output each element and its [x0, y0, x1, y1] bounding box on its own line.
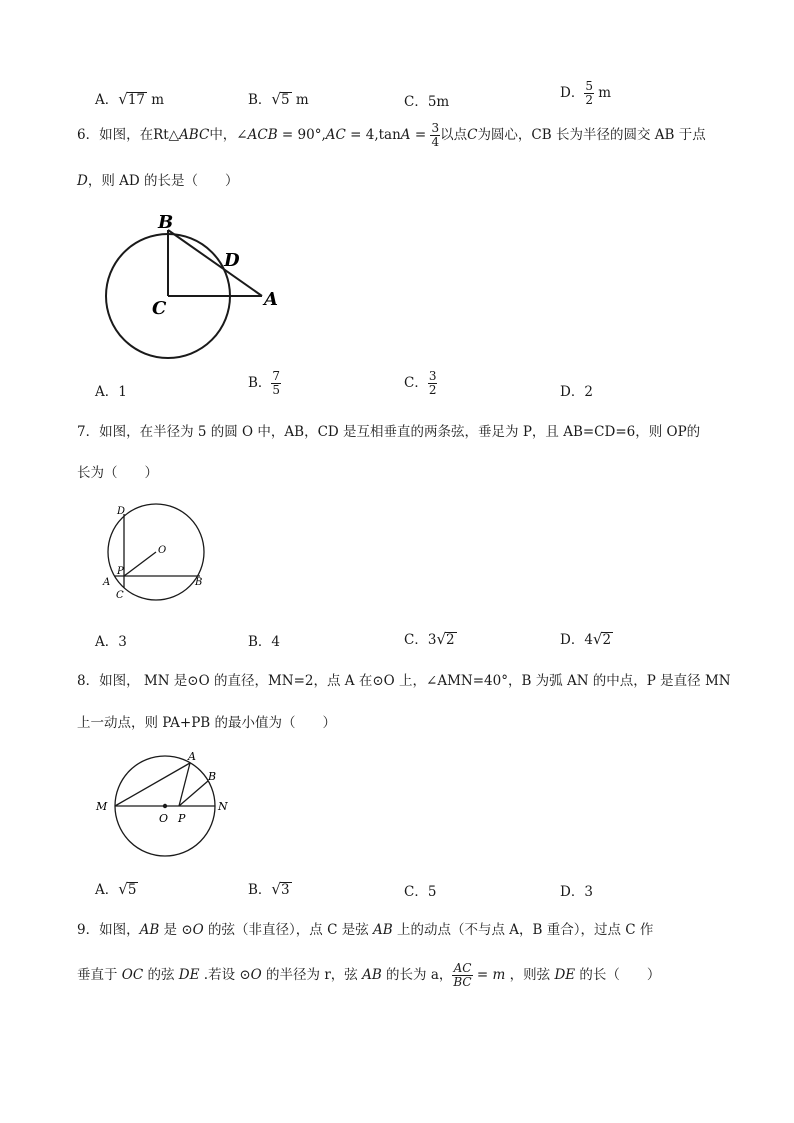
label-b: B	[195, 577, 203, 588]
q7-option-d[interactable]: D．4√2	[560, 630, 612, 648]
label-c: C	[152, 298, 167, 319]
q7-figure	[98, 500, 218, 606]
q7-option-c[interactable]: C．3√2	[404, 630, 455, 648]
fraction: $\frac{3}{2}$	[428, 369, 437, 397]
label-b: B	[158, 212, 174, 233]
label-a: A	[264, 289, 278, 310]
q7-stem-line1: 7．如图，在半径为 5 的圆 O 中，AB，CD 是互相垂直的两条弦，垂足为 P，且 AB=CD=6，则 OP的	[77, 424, 701, 440]
q9-stem-line2: 垂直于 OC 的弦 DE .若设 ⊙O 的半径为 r，弦 AB 的长为 a， $\frac{AC}{BC}$ = m ，则弦 DE 的长（ ）	[77, 961, 661, 989]
q5-option-a[interactable]: A．√17 m	[95, 90, 165, 108]
q5-option-b[interactable]: B．√5 m	[248, 90, 309, 108]
q9-stem-line1: 9．如图，AB 是 ⊙O 的弦（非直径），点 C 是弦 AB 上的动点（不与点 A，B 重合），过点 C 作	[77, 922, 654, 938]
q6-option-a[interactable]: A．1	[95, 384, 127, 400]
label-o: O	[159, 812, 169, 825]
q7-stem-line2: 长为（ ）	[77, 465, 158, 481]
q8-option-c[interactable]: C．5	[404, 884, 437, 900]
fraction: $\frac{AC}{BC}$	[453, 961, 472, 989]
label-b: B	[208, 770, 217, 783]
q6-option-b[interactable]: B． $\frac{7}{5}$	[248, 369, 281, 397]
label-p: P	[117, 566, 124, 577]
q8-stem-line2: 上一动点，则 PA+PB 的最小值为（ ）	[77, 715, 336, 731]
label-a: A	[188, 750, 196, 763]
q8-stem-line1: 8．如图， MN 是⊙O 的直径，MN=2，点 A 在⊙O 上，∠AMN=40°，B 为弧 AN 的中点，P 是直径 MN	[77, 673, 731, 689]
label-d: D	[117, 506, 126, 517]
label-d: D	[224, 250, 240, 271]
fraction: $\frac{3}{4}$	[431, 121, 440, 149]
label-a: A	[103, 577, 111, 588]
label-c: C	[116, 590, 124, 601]
q5-option-d[interactable]: D． $\frac{5}{2}$ m	[560, 79, 612, 107]
q8-option-d[interactable]: D．3	[560, 884, 593, 900]
q6-option-c[interactable]: C． $\frac{3}{2}$	[404, 369, 437, 397]
q6-figure	[100, 208, 300, 360]
q8-option-a[interactable]: A．√5	[95, 880, 137, 898]
q6-stem-line1: 6．如图，在Rt△ABC中，∠ACB = 90°,AC = 4,tanA = $\frac{3}{4}$ 以点C为圆心，CB 长为半径的圆交 AB 于点	[77, 121, 706, 149]
label-m: M	[96, 800, 108, 813]
fraction: $\frac{7}{5}$	[272, 369, 281, 397]
label-n: N	[218, 800, 228, 813]
label-o: O	[158, 545, 167, 556]
q7-option-b[interactable]: B．4	[248, 634, 281, 650]
label-p: P	[178, 812, 186, 825]
q6-option-d[interactable]: D．2	[560, 384, 593, 400]
q8-figure	[92, 744, 242, 862]
q8-option-b[interactable]: B．√3	[248, 880, 290, 898]
q6-stem-line2: D，则 AD 的长是（ ）	[77, 173, 239, 189]
fraction: $\frac{5}{2}$	[585, 79, 593, 107]
q7-option-a[interactable]: A．3	[95, 634, 127, 650]
q5-option-c[interactable]: C．5m	[404, 94, 450, 110]
